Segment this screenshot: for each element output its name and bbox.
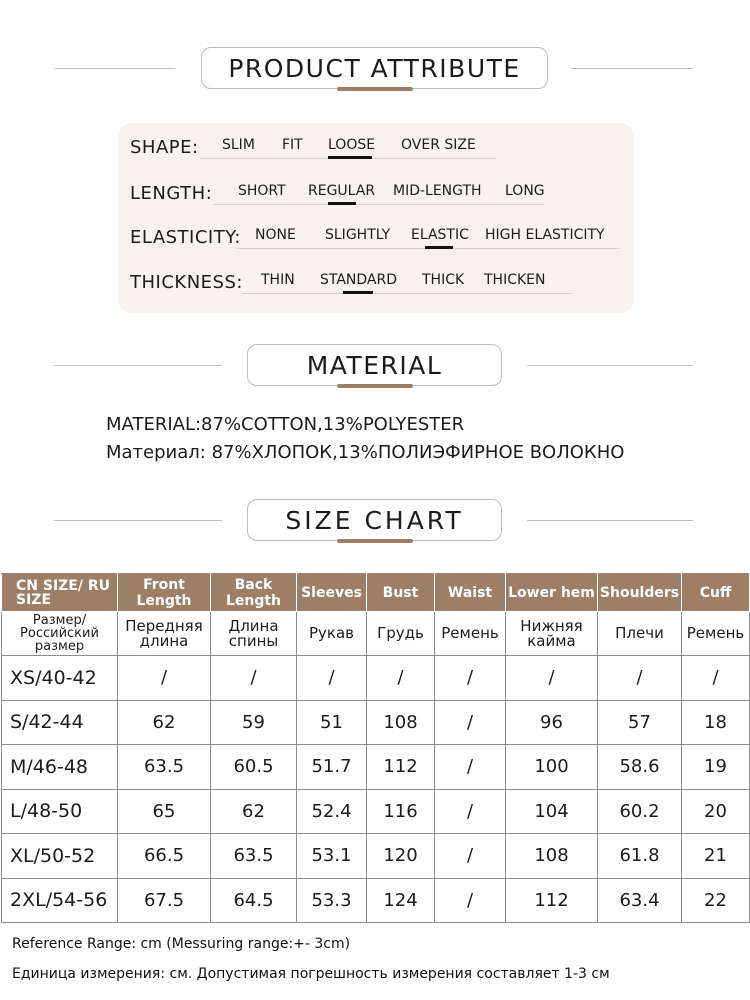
- size-cell: M/46-48: [2, 745, 118, 790]
- table-header-row-ru: [2, 612, 750, 656]
- header-cell: Рукав: [297, 612, 367, 656]
- header-cell: Sleeves: [297, 574, 367, 612]
- header-cell: Waist: [435, 574, 506, 612]
- table-row: [2, 745, 750, 790]
- header-cell: Грудь: [367, 612, 435, 656]
- attribute-option: MID-LENGTH: [393, 183, 482, 199]
- selected-marker: [425, 246, 453, 249]
- table-cell: 67.5: [118, 878, 211, 923]
- title-underline: [337, 87, 413, 91]
- attribute-baseline: [242, 293, 572, 294]
- table-cell: 120: [367, 834, 435, 879]
- attribute-label: LENGTH:: [130, 183, 213, 204]
- table-cell: 20: [682, 789, 750, 834]
- table-cell: /: [682, 656, 750, 701]
- size-cell: XS/40-42: [2, 656, 118, 701]
- table-row: [2, 789, 750, 834]
- table-cell: 100: [506, 745, 598, 790]
- header-cell: Shoulders: [598, 574, 682, 612]
- header-cell: Размер/ Российский размер: [2, 612, 118, 656]
- selected-marker: [328, 156, 372, 159]
- size-cell: 2XL/54-56: [2, 878, 118, 923]
- attribute-option: SLIM: [222, 137, 255, 153]
- attribute-panel: [118, 123, 634, 313]
- size-chart-header: [0, 499, 750, 549]
- attribute-option: THICKEN: [484, 272, 546, 288]
- attribute-option: NONE: [255, 227, 296, 243]
- header-cell: Bust: [367, 574, 435, 612]
- table-cell: 18: [682, 700, 750, 745]
- table-cell: /: [118, 656, 211, 701]
- attribute-baseline: [214, 204, 544, 205]
- table-cell: 58.6: [598, 745, 682, 790]
- reference-note-ru: Единица измерения: см. Допустимая погрешность измерения составляет 1-3 см: [12, 966, 610, 982]
- reference-note-en: Reference Range: cm (Messuring range:+- 3cm): [12, 936, 351, 952]
- table-cell: 108: [367, 700, 435, 745]
- attribute-row-length: [118, 169, 634, 209]
- size-cell: XL/50-52: [2, 834, 118, 879]
- table-row: [2, 878, 750, 923]
- table-cell: 63.4: [598, 878, 682, 923]
- table-cell: 59: [211, 700, 297, 745]
- table-cell: 51.7: [297, 745, 367, 790]
- table-cell: /: [211, 656, 297, 701]
- attribute-option-selected: ELASTIC: [411, 227, 469, 243]
- table-cell: 52.4: [297, 789, 367, 834]
- header-cell: Front Length: [118, 574, 211, 612]
- table-cell: 108: [506, 834, 598, 879]
- table-cell: 19: [682, 745, 750, 790]
- table-cell: 61.8: [598, 834, 682, 879]
- attribute-label: THICKNESS:: [130, 272, 243, 293]
- header-cell: Cuff: [682, 574, 750, 612]
- selected-marker: [343, 291, 373, 294]
- attribute-option: HIGH ELASTICITY: [485, 227, 605, 243]
- material-en: MATERIAL:87%COTTON,13%POLYESTER: [106, 414, 465, 435]
- attribute-label: ELASTICITY:: [130, 227, 241, 248]
- table-cell: 60.2: [598, 789, 682, 834]
- header-cell: Передняя длина: [118, 612, 211, 656]
- header-cell: Lower hem: [506, 574, 598, 612]
- table-cell: 62: [211, 789, 297, 834]
- table-cell: 104: [506, 789, 598, 834]
- table-cell: /: [297, 656, 367, 701]
- attribute-label: SHAPE:: [130, 137, 199, 158]
- table-cell: 22: [682, 878, 750, 923]
- attribute-option-selected: LOOSE: [328, 137, 376, 153]
- section-title: SIZE CHART: [247, 499, 502, 541]
- divider-left: [54, 68, 175, 69]
- size-cell: L/48-50: [2, 789, 118, 834]
- size-table: [1, 573, 750, 923]
- table-cell: 66.5: [118, 834, 211, 879]
- divider-right: [571, 68, 693, 69]
- table-cell: 62: [118, 700, 211, 745]
- table-cell: 96: [506, 700, 598, 745]
- table-cell: /: [435, 878, 506, 923]
- header-cell: Длина спины: [211, 612, 297, 656]
- table-cell: 60.5: [211, 745, 297, 790]
- selected-marker: [328, 202, 356, 205]
- table-cell: 57: [598, 700, 682, 745]
- table-cell: /: [435, 789, 506, 834]
- table-cell: 65: [118, 789, 211, 834]
- header-cell: Ремень: [682, 612, 750, 656]
- divider-left: [54, 365, 222, 366]
- table-cell: 63.5: [211, 834, 297, 879]
- attribute-option: SHORT: [238, 183, 286, 199]
- size-cell: S/42-44: [2, 700, 118, 745]
- table-cell: 116: [367, 789, 435, 834]
- section-title: MATERIAL: [247, 344, 502, 386]
- table-cell: 112: [506, 878, 598, 923]
- table-row: [2, 834, 750, 879]
- attribute-row-thickness: [118, 258, 634, 298]
- table-row: [2, 700, 750, 745]
- attribute-option: SLIGHTLY: [325, 227, 391, 243]
- table-cell: 51: [297, 700, 367, 745]
- divider-right: [527, 520, 693, 521]
- table-cell: /: [435, 656, 506, 701]
- table-cell: 64.5: [211, 878, 297, 923]
- table-cell: /: [367, 656, 435, 701]
- header-cell: CN SIZE/ RU SIZE: [2, 574, 118, 612]
- table-cell: /: [435, 834, 506, 879]
- attribute-option-selected: STANDARD: [320, 272, 398, 288]
- table-cell: /: [435, 745, 506, 790]
- table-cell: 124: [367, 878, 435, 923]
- header-cell: Плечи: [598, 612, 682, 656]
- header-cell: Ремень: [435, 612, 506, 656]
- table-cell: 21: [682, 834, 750, 879]
- attribute-option-selected: REGULAR: [308, 183, 376, 199]
- section-title: PRODUCT ATTRIBUTE: [201, 47, 548, 89]
- attribute-row-shape: [118, 123, 634, 163]
- material-header: [0, 344, 750, 394]
- table-row: [2, 656, 750, 701]
- material-ru: Материал: 87%ХЛОПОК,13%ПОЛИЭФИРНОЕ ВОЛОКНО: [106, 442, 625, 463]
- table-cell: /: [435, 700, 506, 745]
- attribute-option: FIT: [282, 137, 303, 153]
- title-underline: [337, 539, 413, 543]
- header-cell: Нижняя кайма: [506, 612, 598, 656]
- table-header-row: [2, 574, 750, 612]
- table-cell: /: [506, 656, 598, 701]
- attribute-option: LONG: [505, 183, 545, 199]
- table-cell: /: [598, 656, 682, 701]
- product-attribute-header: [0, 47, 750, 97]
- attribute-option: THIN: [261, 272, 295, 288]
- table-cell: 53.3: [297, 878, 367, 923]
- attribute-row-elasticity: [118, 213, 634, 253]
- title-underline: [337, 384, 413, 388]
- header-cell: Back Length: [211, 574, 297, 612]
- attribute-option: THICK: [422, 272, 465, 288]
- table-cell: 112: [367, 745, 435, 790]
- divider-right: [527, 365, 693, 366]
- attribute-option: OVER SIZE: [401, 137, 476, 153]
- table-cell: 53.1: [297, 834, 367, 879]
- table-cell: 63.5: [118, 745, 211, 790]
- divider-left: [54, 520, 222, 521]
